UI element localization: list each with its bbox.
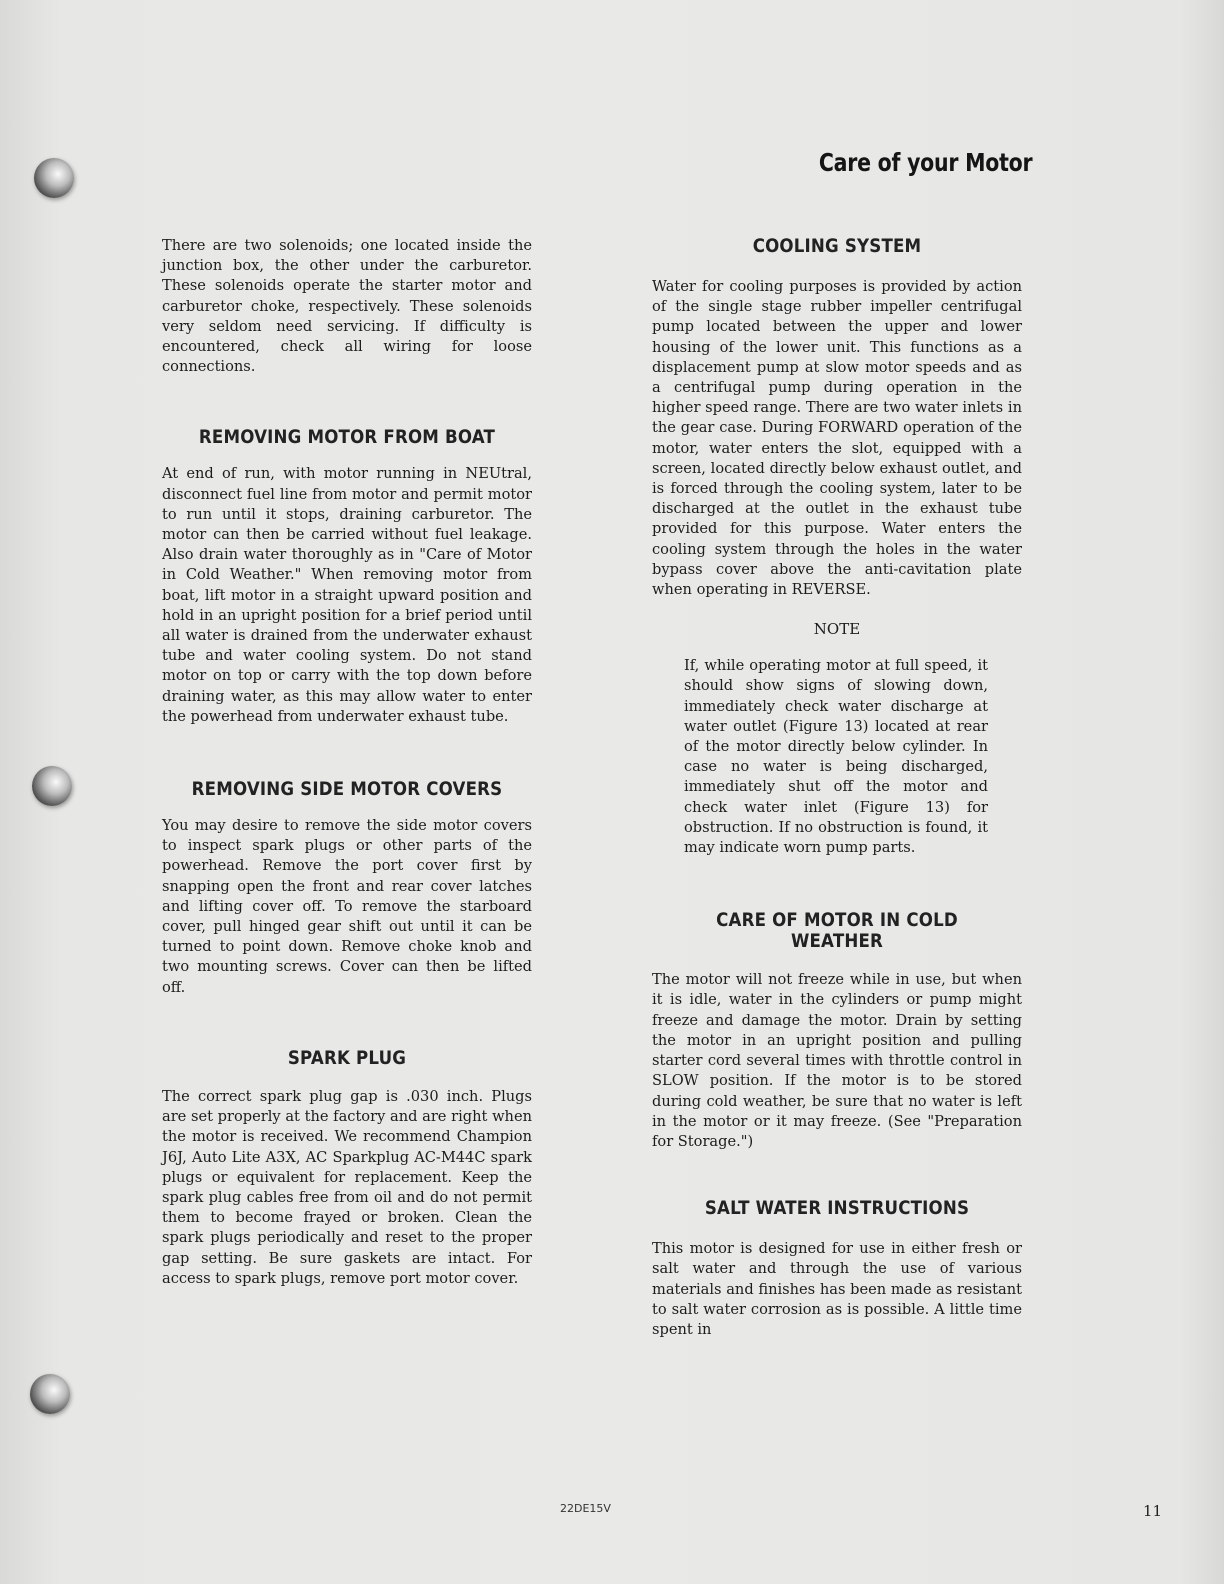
spark-plug-heading: SPARK PLUG — [287, 1047, 407, 1069]
page-title: Care of your Motor — [818, 148, 1032, 177]
removing-motor-heading: REMOVING MOTOR FROM BOAT — [198, 427, 496, 449]
page-number: 11 — [1143, 1502, 1163, 1520]
cold-weather-heading: CARE OF MOTOR IN COLD WEATHER — [716, 910, 958, 953]
right-column — [652, 236, 1022, 1340]
salt-water-paragraph: This motor is designed for use in either fresh or salt water and through the use of various materials and finishes has been made as resistant to salt water corrosion as is possible. A little time spent in — [652, 1240, 1022, 1338]
removing-covers-heading: REMOVING SIDE MOTOR COVERS — [191, 779, 503, 801]
left-column — [162, 236, 532, 1289]
binder-hole-middle — [32, 766, 72, 806]
cooling-system-heading: COOLING SYSTEM — [752, 236, 922, 257]
removing-motor-paragraph: At end of run, with motor running in NEUtral, disconnect fuel line from motor and permit motor to run until it stops, draining carburetor. The motor can then be carried without fuel leakage. Also drain water thoroughly as in "Care of Motor in Cold Weather." When removing motor from boat, lift motor in a straight upward position and hold in an upright position for a brief period until all water is drained from the underwater exhaust tube and water cooling system. Do not stand motor on top or carry with the top down before draining water, as this may allow water to enter the powerhead from underwater exhaust tube. — [162, 465, 532, 725]
salt-water-heading: SALT WATER INSTRUCTIONS — [704, 1198, 970, 1220]
removing-covers-paragraph: You may desire to remove the side motor covers to inspect spark plugs or other parts of the powerhead. Remove the port cover first by snapping open the front and rear cover latches and lifting cover off. To remove the starboard cover, pull hinged gear shift out until it can be turned to point down. Remove choke knob and two mounting screws. Cover can then be lifted off. — [162, 817, 532, 996]
note-paragraph: If, while operating motor at full speed, it should show signs of slowing down, immediately check water discharge at water outlet (Figure 13) located at rear of the motor directly below cylinder. In case no water is being discharged, immediately shut off the motor and check water inlet (Figure 13) for obstruction. If no obstruction is found, it may indicate worn pump parts. — [684, 657, 988, 857]
binder-hole-bottom — [30, 1374, 70, 1414]
solenoids-paragraph: There are two solenoids; one located inside the junction box, the other under the carburetor. These solenoids operate the starter motor and carburetor choke, respectively. These solenoids very seldom need servicing. If difficulty is encountered, check all wiring for loose connections. — [162, 237, 532, 376]
note-title: NOTE — [813, 620, 861, 639]
binder-hole-top — [34, 158, 74, 198]
cooling-system-paragraph: Water for cooling purposes is provided by action of the single stage rubber impeller centrifugal pump located between the upper and lower housing of the lower unit. This functions as a displacement pump at slow motor speeds and as a centrifugal pump during operation in the higher speed range. There are two water inlets in the gear case. During FORWARD operation of the motor, water enters the slot, equipped with a screen, located directly below exhaust outlet, and is forced through the cooling system, later to be discharged at the outlet in the exhaust tube provided for this purpose. Water enters the cooling system through the holes in the water bypass cover above the anti-cavitation plate when operating in REVERSE. — [652, 278, 1022, 599]
document-code: 22DE15V — [560, 1502, 611, 1515]
cold-weather-paragraph: The motor will not freeze while in use, but when it is idle, water in the cylinders or pump might freeze and damage the motor. Drain by setting the motor in an upright position and pulling starter cord several times with throttle control in SLOW position. If the motor is to be stored during cold weather, be sure that no water is left in the motor or it may freeze. (See "Preparation for Storage.") — [652, 971, 1022, 1150]
spark-plug-paragraph: The correct spark plug gap is .030 inch. Plugs are set properly at the factory and are right when the motor is received. We recommend Champion J6J, Auto Lite A3X, AC Sparkplug AC-M44C spark plugs or equivalent for replacement. Keep the spark plug cables free from oil and do not permit them to become frayed or broken. Clean the spark plugs periodically and reset to the proper gap setting. Be sure gaskets are intact. For access to spark plugs, remove port motor cover. — [162, 1087, 532, 1287]
